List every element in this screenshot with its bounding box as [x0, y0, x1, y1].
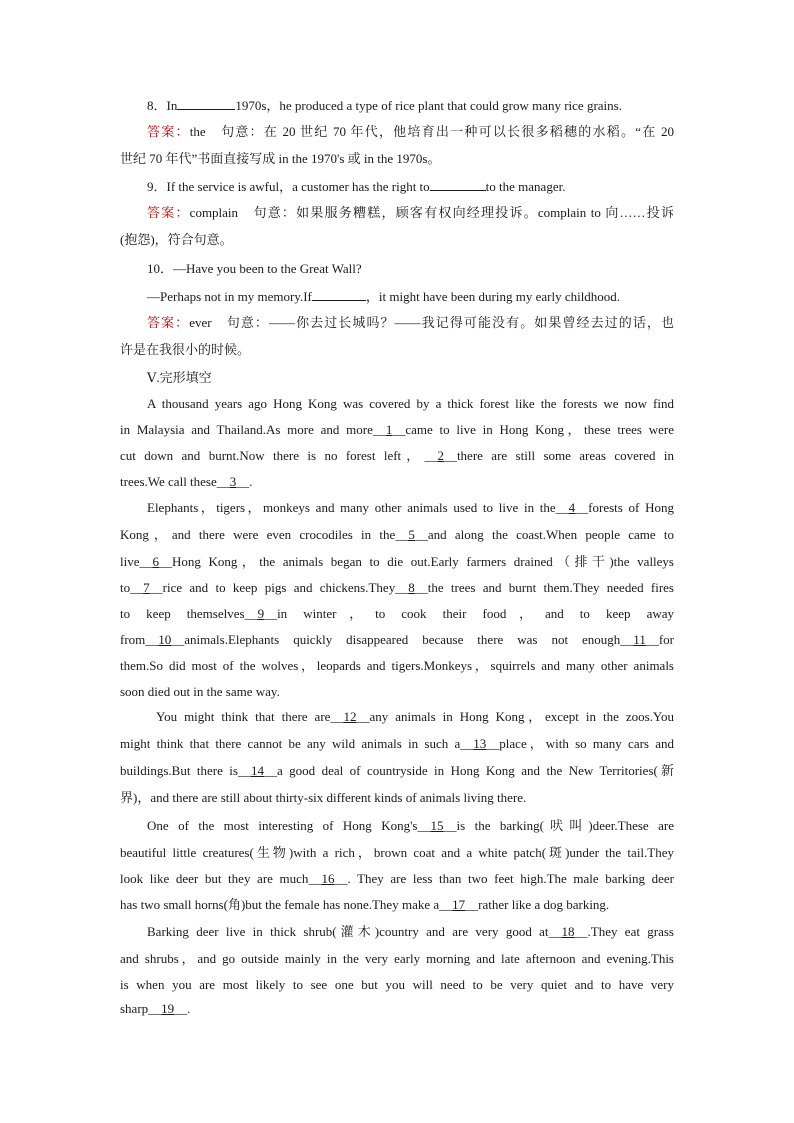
answer-9: 答案：complain 句意：如果服务糟糕，顾客有权向经理投诉。complain to 向……投诉	[147, 205, 674, 220]
blank-number: 9	[257, 606, 265, 621]
blank-number: 8	[408, 580, 415, 595]
passage-line: might think that there cannot be any wild animals in such a__13__place，with so many cars and	[120, 736, 674, 751]
answer-8: 答案：the 句意：在 20 世纪 70 年代，他培育出一种可以长很多稻穗的水稻。“在 20	[147, 124, 674, 139]
answer-label: 答案：	[147, 124, 190, 139]
answer-label: 答案：	[147, 315, 190, 330]
passage-line: sharp__19__.	[120, 1001, 191, 1016]
question-9: 9．If the service is awful，a customer has the right to to the manager.	[147, 179, 566, 194]
passage-line: buildings.But there is__14__a good deal of countryside in Hong Kong and the New Territories(新	[120, 763, 674, 778]
passage-line: cut down and burnt.Now there is no forest left，__2__there are still some areas covered in	[120, 448, 674, 463]
answer-8-cont: 世纪 70 年代”书面直接写成 in the 1970's 或 in the 1970s。	[120, 151, 441, 166]
passage-line: in Malaysia and Thailand.As more and more__1__came to live in Hong Kong，these trees were	[120, 422, 674, 437]
blank-number: 1	[385, 422, 393, 437]
passage-line: A thousand years ago Hong Kong was covered by a thick forest like the forests we now find	[147, 396, 674, 411]
blank-number: 12	[343, 709, 357, 724]
passage-line: is when you are most likely to see one but you will need to be very quiet and to have very	[120, 977, 674, 992]
passage-line: 界)，and there are still about thirty-six different kinds of animals living there.	[120, 790, 527, 805]
blank-number: 2	[437, 448, 444, 463]
answer-blank	[312, 288, 366, 301]
blank-number: 14	[250, 763, 264, 778]
blank-number: 16	[321, 871, 335, 886]
passage-line: to keep themselves__9__in winter，to cook their food，and to keep away	[120, 606, 674, 621]
question-10: 10．—Have you been to the Great Wall?	[147, 261, 362, 276]
passage-line: You might think that there are__12__any animals in Hong Kong，except in the zoos.You	[156, 709, 674, 724]
answer-blank	[177, 97, 235, 110]
blank-number: 18	[561, 924, 575, 939]
passage-line: look like deer but they are much__16__. They are less than two feet high.The male barking deer	[120, 871, 674, 886]
answer-blank	[430, 178, 486, 191]
blank-number: 19	[161, 1001, 175, 1016]
passage-line: has two small horns(角)but the female has none.They make a__17__rather like a dog barking.	[120, 897, 610, 912]
blank-number: 15	[430, 818, 444, 833]
passage-line: live__6__Hong Kong，the animals began to die out.Early farmers drained（排干)the valleys	[120, 554, 674, 569]
blank-number: 7	[143, 580, 150, 595]
question-8: 8．In 1970s，he produced a type of rice plant that could grow many rice grains.	[147, 98, 622, 113]
blank-number: 13	[473, 736, 487, 751]
passage-line: One of the most interesting of Hong Kong's__15__is the barking(吠叫)deer.These are	[147, 818, 674, 833]
answer-10: 答案：ever 句意：——你去过长城吗？——我记得可能没有。如果曾经去过的话，也	[147, 315, 674, 330]
answer-label: 答案：	[147, 205, 190, 220]
blank-number: 10	[158, 632, 172, 647]
blank-number: 5	[408, 527, 415, 542]
section-heading: Ⅴ.完形填空	[147, 370, 212, 385]
answer-10-cont: 许是在我很小的时候。	[120, 342, 251, 357]
question-10-reply: —Perhaps not in my memory.If ，it might have been during my early childhood.	[147, 289, 621, 304]
passage-line: Kong，and there were even crocodiles in the__5__and along the coast.When people came to	[120, 527, 674, 542]
blank-number: 6	[152, 554, 159, 569]
passage-line: and shrubs，and go outside mainly in the very early morning and late afternoon and evening.This	[120, 951, 674, 966]
blank-number: 4	[568, 500, 576, 515]
passage-line: beautiful little creatures(生物)with a rich，brown coat and a white patch(斑)under the tail.They	[120, 845, 674, 860]
passage-line: Elephants，tigers，monkeys and many other animals used to live in the__4__forests of Hong	[147, 500, 674, 515]
passage-line: soon died out in the same way.	[120, 684, 280, 699]
passage-line: Barking deer live in thick shrub(灌木)country and are very good at__18__.They eat grass	[147, 924, 674, 939]
answer-9-cont: (抱怨)，符合句意。	[120, 232, 233, 247]
blank-number: 3	[229, 474, 237, 489]
passage-line: to__7__rice and to keep pigs and chickens.They__8__the trees and burnt them.They needed fires	[120, 580, 674, 595]
passage-line: them.So did most of the wolves，leopards and tigers.Monkeys，squirrels and many other animals	[120, 658, 674, 673]
passage-line: trees.We call these__3__.	[120, 474, 253, 489]
blank-number: 11	[633, 632, 646, 647]
passage-line: from__10__animals.Elephants quickly disappeared because there was not enough__11__for	[120, 632, 674, 647]
blank-number: 17	[452, 897, 466, 912]
